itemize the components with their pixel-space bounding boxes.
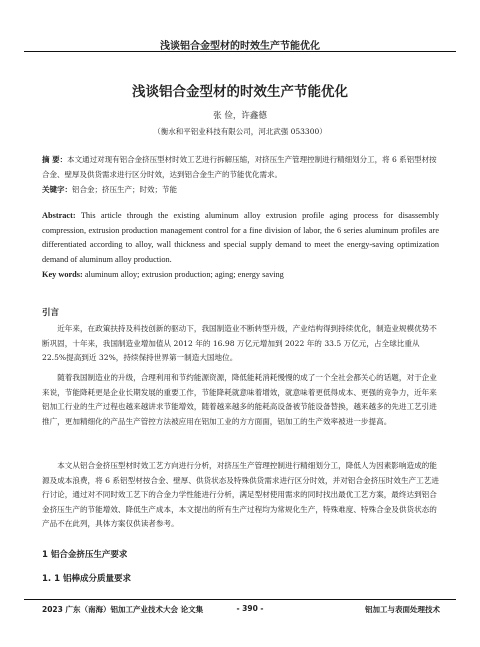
running-header: 浅谈铝合金型材的时效生产节能优化 — [160, 41, 320, 52]
section-1-1-heading: 1. 1 铝棒成分质量要求 — [42, 574, 131, 584]
section-1-heading: 1 铝合金挤压生产要求 — [42, 550, 128, 560]
footer-right: 铝加工与表面处理技术 — [365, 605, 440, 614]
paragraph-1: 近年来，在政策扶持及科技创新的驱动下，我国制造业不断转型升级，产业结构得到持续优化，制造业规模优势不断巩固，十年来，我国制造业增加值从 2012 年的 16.98 万亿元增加到 2022 年的 33.5 万亿元，占全球比重从 22.5%提高到近 32%，持续保持世界第一制造大国地位。 — [42, 324, 437, 363]
affiliation: （衡水和平铝业科技有限公司，河北武强 053300） — [153, 127, 327, 136]
keywords-cn — [42, 183, 439, 198]
abstract-cn — [42, 153, 439, 182]
abstract-cn-text: 本文通过对现有铝合金挤压型材时效工艺进行拆解压缩，对挤压生产管理控制进行精细划分工，将 6 系铝型材按合金、壁厚及供货需求进行区分时效，达到铝合金生产的节能优化需求。 — [42, 155, 437, 179]
footer-rule — [24, 599, 456, 600]
paragraph-3: 本文从铝合金挤压型材时效工艺方向进行分析，对挤压生产管理控制进行精细划分工，降低人为因素影响造成的能源及成本浪费，将 6 系铝型材按合金、壁厚、供货状态及特殊供货需求进行区分时效，并对铝合金挤压时效生产工艺进行讨论，通过对不同时效工艺下的合金力学性能进行分析，满足型材使用需求的同时找出最优工艺方案，最终达到铝合金挤压生产的节能增效、降低生产成本，本文提出的所有生产过程均为常规化生产，特殊难度、特殊合金及供货状态的产品不在此列，具体方案仅供读者参考。 — [42, 461, 439, 529]
section-intro-heading: 引言 — [42, 308, 60, 318]
abstract-en-label: Abstract: — [42, 211, 76, 220]
abstract-en — [42, 209, 439, 267]
paper-title: 浅谈铝合金型材的时效生产节能优化 — [132, 84, 348, 100]
footer-left: 2023 广东（南海）铝加工产业技术大会 论文集 — [42, 605, 204, 614]
abstract-cn-label: 摘 要： — [42, 155, 68, 164]
keywords-cn-text: 铝合金；挤压生产；时效；节能 — [72, 185, 177, 194]
keywords-en — [42, 268, 439, 283]
authors: 张 俭，许鑫德 — [213, 111, 267, 121]
keywords-en-text: aluminum alloy; extrusion production; aging; energy saving — [84, 270, 284, 279]
header-rule — [24, 51, 456, 52]
keywords-cn-label: 关键字： — [42, 185, 72, 194]
paragraph-2: 随着我国制造业的升级，合理利用和节约能源资源，降低能耗消耗慢慢的成了一个全社会都关心的话题，对于企业来说，节能降耗更是企业长期发展的重要工作，节能降耗就意味着增效，就意味着更低得成本、更强的竞争力，近年来铝加工行业的生产过程也越来越讲求节能增效，随着越来越多的能耗高设备被节能设备替换，越来越多的先进工艺引进推广，更加精细化的产品生产管控方法被应用在铝加工业的方方面面，铝加工的生产效率被进一步提高。 — [42, 373, 437, 426]
page-number: - 390 - — [236, 604, 264, 613]
keywords-en-label: Key words: — [42, 270, 83, 279]
abstract-en-text: This article through the existing aluminum alloy extrusion profile aging process for disassembly compression, extrusion production management control for a fine division of labor, the 6 series aluminum profiles are differentiated according to alloy, wall thickness and special supply demand to meet the energy-saving optimization demand of aluminum alloy production. — [42, 211, 439, 264]
